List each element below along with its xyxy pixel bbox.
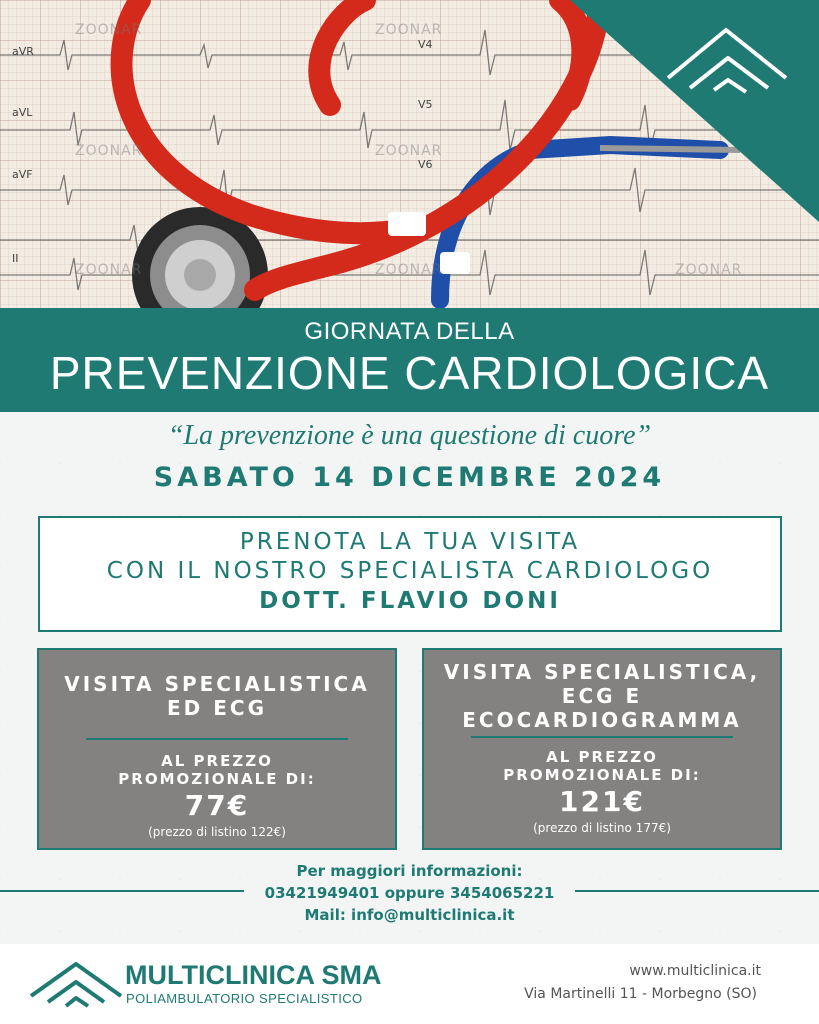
- divider: [575, 890, 819, 892]
- divider: [471, 736, 733, 738]
- title-band: [0, 308, 819, 412]
- watermark-text: ZOONAR: [75, 143, 143, 159]
- watermark-text: ZOONAR: [75, 262, 143, 278]
- contact-mail[interactable]: Mail: info@multiclinica.it: [304, 906, 515, 924]
- promo-label: PROMOZIONALE DI:: [503, 766, 701, 784]
- booking-box: [38, 516, 782, 632]
- offer-title-line: ED ECG: [167, 696, 267, 720]
- offer-price: 77€: [184, 789, 250, 822]
- doctor-name: DOTT. FLAVIO DONI: [259, 588, 561, 614]
- svg-text:aVF: aVF: [12, 168, 33, 181]
- mountains-icon: [26, 958, 126, 1008]
- list-price: (prezzo di listino 177€): [533, 821, 671, 835]
- svg-text:II: II: [12, 252, 19, 265]
- brand-name: MULTICLINICA SMA: [125, 960, 382, 990]
- offer-card: [422, 648, 782, 850]
- contact-heading: Per maggiori informazioni:: [296, 862, 523, 880]
- contact-block: [0, 860, 819, 926]
- divider: [0, 890, 244, 892]
- booking-line-2: CON IL NOSTRO SPECIALISTA CARDIOLOGO: [106, 558, 714, 584]
- website-link[interactable]: www.multiclinica.it: [629, 963, 761, 979]
- watermark-text: ZOONAR: [375, 262, 443, 278]
- list-price: (prezzo di listino 122€): [148, 825, 286, 839]
- offer-title-line: ECG E: [561, 684, 643, 708]
- address-text: Via Martinelli 11 - Morbegno (SO): [524, 986, 757, 1002]
- event-date: SABATO 14 DICEMBRE 2024: [153, 462, 666, 493]
- page-subtitle: GIORNATA DELLA: [304, 318, 515, 345]
- offer-title-line: VISITA SPECIALISTICA,: [443, 660, 761, 684]
- svg-text:V6: V6: [418, 158, 433, 171]
- hero-image: [0, 0, 819, 308]
- promo-label: AL PREZZO: [546, 748, 658, 766]
- svg-text:aVR: aVR: [12, 45, 34, 58]
- offer-title-line: VISITA SPECIALISTICA: [64, 672, 370, 696]
- watermark-text: ZOONAR: [375, 22, 443, 38]
- contact-phones[interactable]: 03421949401 oppure 3454065221: [264, 884, 555, 902]
- footer: [0, 944, 819, 1024]
- watermark-text: ZOONAR: [375, 143, 443, 159]
- svg-text:V5: V5: [418, 98, 433, 111]
- svg-text:aVL: aVL: [12, 106, 33, 119]
- watermark-text: ZOONAR: [75, 22, 143, 38]
- quote-text: “La prevenzione è una questione di cuore”: [167, 420, 652, 451]
- svg-text:V4: V4: [418, 38, 433, 51]
- booking-line-1: PRENOTA LA TUA VISITA: [239, 529, 581, 555]
- watermark-text: ZOONAR: [675, 262, 743, 278]
- page-title: PREVENZIONE CARDIOLOGICA: [49, 347, 770, 399]
- offer-title-line: ECOCARDIOGRAMMA: [462, 708, 742, 732]
- promo-label: PROMOZIONALE DI:: [118, 770, 316, 788]
- brand-tagline: POLIAMBULATORIO SPECIALISTICO: [126, 991, 363, 1006]
- offer-price: 121€: [559, 785, 645, 818]
- promo-label: AL PREZZO: [161, 752, 273, 770]
- divider: [86, 738, 348, 740]
- offer-card: [37, 648, 397, 850]
